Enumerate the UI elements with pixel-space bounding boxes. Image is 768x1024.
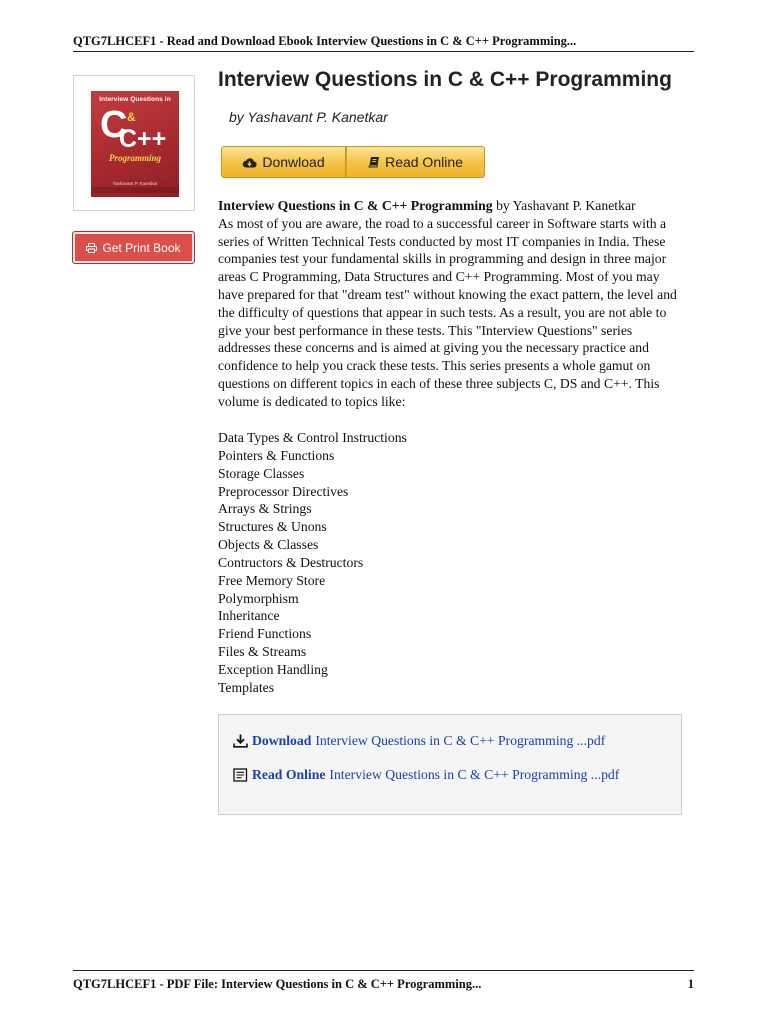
list-item: Contructors & Destructors <box>218 554 364 570</box>
cover-programming: Programming <box>108 153 161 163</box>
list-item: Preprocessor Directives <box>218 483 349 499</box>
list-item: Data Types & Control Instructions <box>218 430 407 445</box>
book-cover-frame[interactable] <box>73 75 195 211</box>
read-online-button-label: Read Online <box>385 154 463 170</box>
download-links-box <box>218 714 682 815</box>
description-title: Interview Questions in C & C++ Programming <box>218 198 493 213</box>
book-description <box>218 197 688 411</box>
read-online-button[interactable] <box>346 146 485 178</box>
list-item: Pointers & Functions <box>218 447 335 463</box>
description-author: by Yashavant P. Kanetkar <box>492 198 636 213</box>
list-item: Files & Streams <box>218 644 307 660</box>
list-item: Objects & Classes <box>218 537 319 553</box>
list-item: Inheritance <box>218 608 280 624</box>
page-number: 1 <box>687 977 694 991</box>
description-body: As most of you are aware, the road to a successful career in Software starts with a series of Written Technical Tests conducted by most IT companies in India. These companies test your fundamental skills in programming and design in three major areas C Programming, Data Structures and C++ Programming. Most of you may have prepared for that "dream test" without knowing the exact pattern, the level and the difficulty of questions that appear in such tests. As a result, you are not able to give your best performance in these tests. This "Interview Questions" series addresses these concerns and is aimed at giving you the necessary practice and confidence to help you crack these tests. This series presents a whole gamut on questions on different topics in each of these three subjects C, DS and C++. This volume is dedicated to topics like: <box>218 215 677 409</box>
download-button[interactable] <box>221 146 346 178</box>
page-footer <box>73 970 694 991</box>
cover-cpp: C++ <box>119 125 167 153</box>
download-arrow-icon <box>233 734 248 748</box>
cover-big-c: C <box>100 104 128 146</box>
list-item: Templates <box>218 679 275 695</box>
list-item: Polymorphism <box>218 590 299 606</box>
cover-top-text: Interview Questions in <box>99 96 171 103</box>
document-icon <box>233 768 248 782</box>
list-item: Structures & Unons <box>218 519 327 535</box>
read-online-pdf-link[interactable] <box>233 767 619 783</box>
cloud-download-icon <box>242 157 257 168</box>
download-pdf-link[interactable] <box>233 733 605 749</box>
get-print-book-label: Get Print Book <box>102 240 181 255</box>
download-link-text[interactable]: Interview Questions in C & C++ Programming ...pdf <box>315 733 606 748</box>
cover-ampersand: & <box>127 110 136 124</box>
book-icon <box>368 156 380 168</box>
list-item: Friend Functions <box>218 626 312 642</box>
read-online-link-label[interactable]: Read Online <box>252 767 326 782</box>
download-link-label[interactable]: Download <box>252 733 312 748</box>
read-online-link-text[interactable]: Interview Questions in C & C++ Programming ...pdf <box>329 767 620 782</box>
topic-list <box>218 429 407 697</box>
list-item: Arrays & Strings <box>218 501 312 517</box>
list-item: Free Memory Store <box>218 572 326 588</box>
cover-band <box>91 187 179 193</box>
book-cover-image <box>91 91 179 197</box>
book-title: Interview Questions in C & C++ Programming <box>218 68 672 91</box>
list-item: Storage Classes <box>218 465 305 481</box>
download-button-label: Donwload <box>262 154 325 170</box>
page-header: QTG7LHCEF1 - Read and Download Ebook Interview Questions in C & C++ Programming... <box>73 34 694 52</box>
get-print-book-button[interactable] <box>72 231 195 264</box>
cover-author: Yashavant P. Kanetkar <box>112 181 158 186</box>
list-item: Exception Handling <box>218 661 328 677</box>
action-button-group <box>221 146 485 178</box>
printer-icon <box>86 243 97 253</box>
book-byline: by Yashavant P. Kanetkar <box>229 109 388 125</box>
footer-text: QTG7LHCEF1 - PDF File: Interview Questions in C & C++ Programming... <box>73 977 482 991</box>
